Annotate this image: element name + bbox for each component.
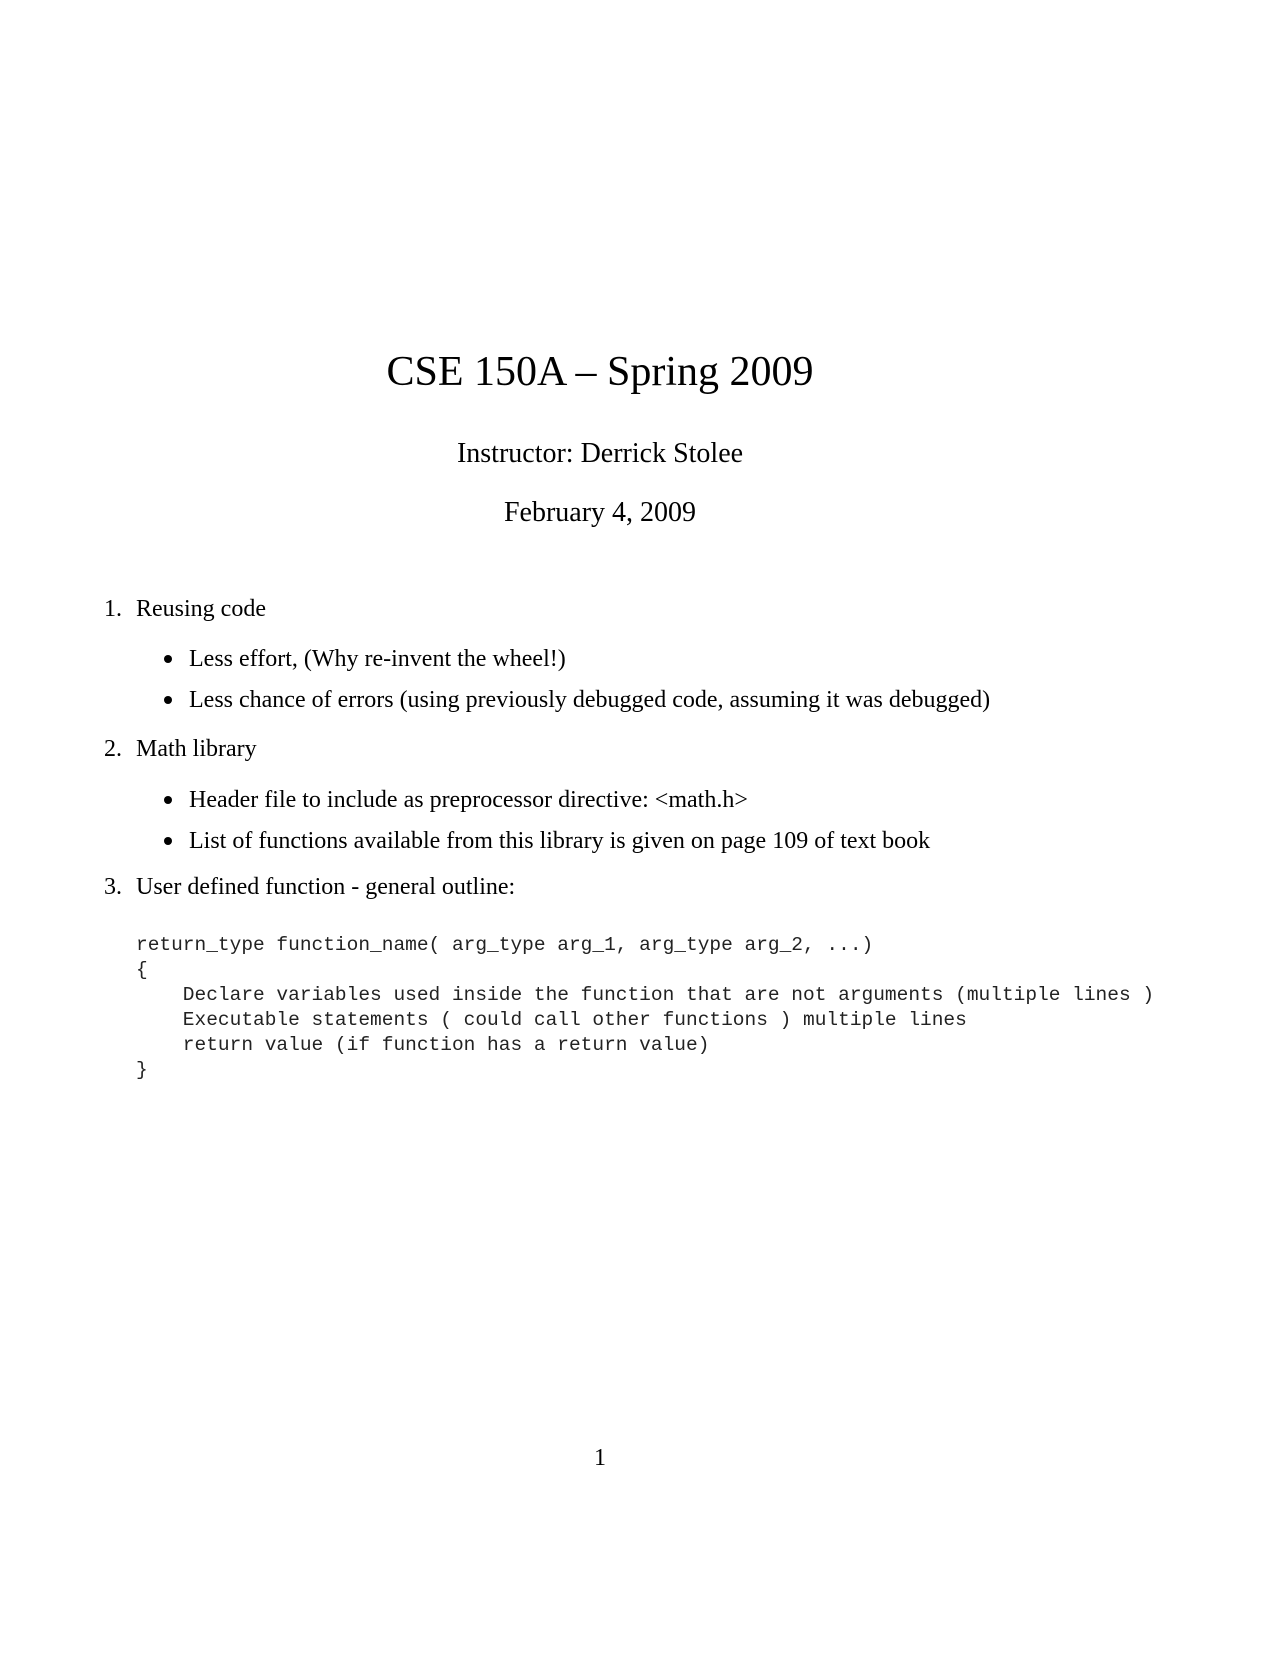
document-date: February 4, 2009 xyxy=(503,497,697,528)
code-line: { xyxy=(136,959,148,981)
section-number: 3. xyxy=(104,874,122,900)
section-heading: User defined function - general outline: xyxy=(136,874,516,900)
page-number: 1 xyxy=(594,1445,606,1471)
bullet-icon xyxy=(164,696,172,704)
bullet-text: Less effort, (Why re-invent the wheel!) xyxy=(189,646,566,672)
code-line: Executable statements ( could call other functions ) multiple lines xyxy=(136,1009,967,1031)
bullet-icon xyxy=(164,655,172,663)
document-title: CSE 150A – Spring 2009 xyxy=(386,349,814,395)
code-line: } xyxy=(136,1059,148,1081)
code-line: return value (if function has a return value) xyxy=(136,1034,710,1056)
code-line: Declare variables used inside the function that are not arguments (multiple lines ) xyxy=(136,984,1155,1006)
bullet-text: Less chance of errors (using previously debugged code, assuming it was debugged) xyxy=(189,687,991,713)
instructor-line: Instructor: Derrick Stolee xyxy=(456,438,744,469)
section-number: 1. xyxy=(104,596,122,622)
code-line: return_type function_name( arg_type arg_1, arg_type arg_2, ...) xyxy=(136,934,874,956)
section-heading: Math library xyxy=(136,736,257,762)
bullet-text: Header file to include as preprocessor directive: <math.h> xyxy=(189,787,748,813)
section-number: 2. xyxy=(104,736,122,762)
bullet-text: List of functions available from this library is given on page 109 of text book xyxy=(189,828,931,854)
section-heading: Reusing code xyxy=(136,596,266,622)
bullet-icon xyxy=(164,796,172,804)
bullet-icon xyxy=(164,837,172,845)
